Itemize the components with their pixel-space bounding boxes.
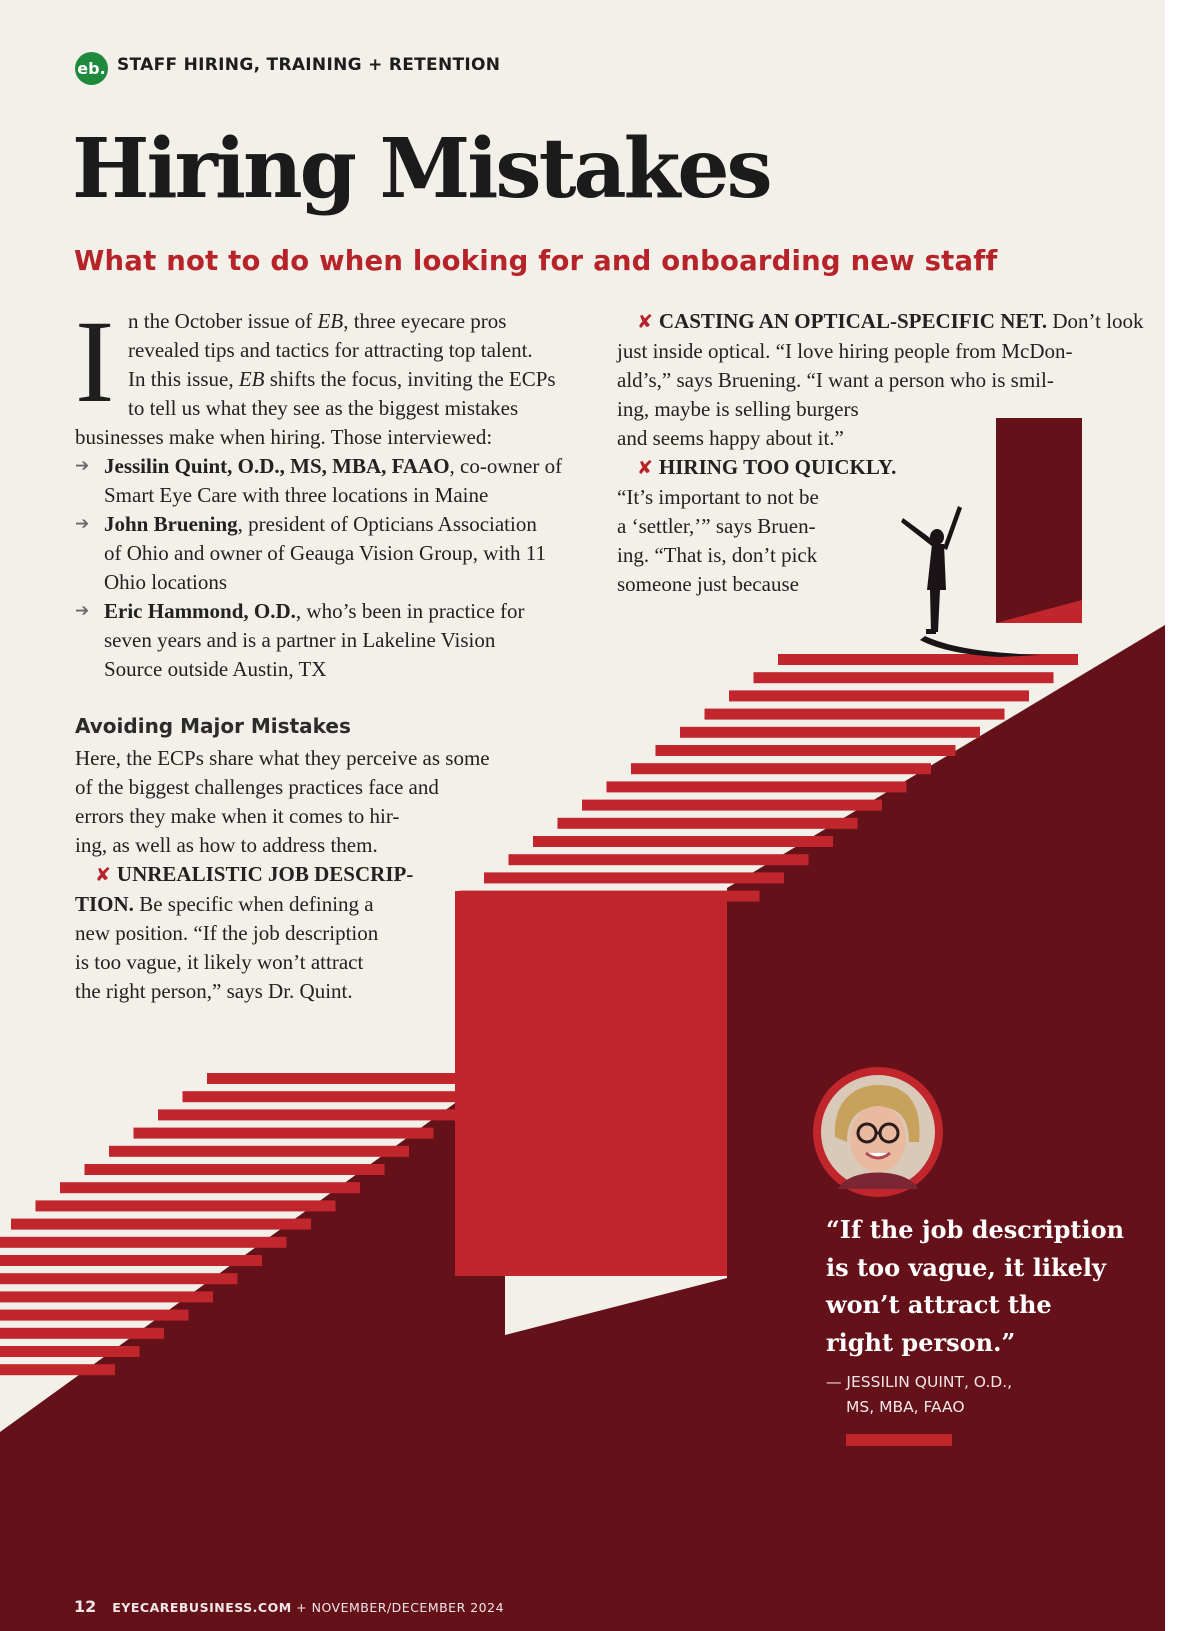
arrow-right-icon: ➔	[75, 514, 90, 534]
intro-line: n the October issue of EB, three eyecare pros	[128, 309, 507, 333]
body-line: of the biggest challenges practices face and	[75, 775, 439, 799]
list-item: ➔ Eric Hammond, O.D., who’s been in practice for seven years and is a partner in Lakeline Vision Source outside Austin, TX	[75, 599, 525, 681]
body-line: the right person,” says Dr. Quint.	[75, 979, 353, 1003]
list-item: ➔ Jessilin Quint, O.D., MS, MBA, FAAO, co-owner of Smart Eye Care with three locations in Maine	[75, 454, 563, 507]
stair-step	[656, 745, 956, 756]
stair-step	[0, 1273, 238, 1284]
stair-step	[0, 1291, 213, 1302]
figure-shadow	[920, 636, 1040, 657]
left-column-mistakes	[75, 744, 535, 1006]
body-line: ing. “That is, don’t pick	[617, 543, 818, 567]
body-line: is too vague, it likely won’t attract	[75, 950, 364, 974]
stair-step	[158, 1109, 458, 1120]
stair-step	[509, 854, 809, 865]
stair-step	[558, 818, 858, 829]
page-footer	[74, 1597, 504, 1616]
stair-step	[0, 1237, 287, 1248]
body-line: “It’s important to not be	[617, 485, 819, 509]
stair-step	[729, 690, 1029, 701]
arrow-right-icon: ➔	[75, 456, 90, 476]
stair-step	[778, 654, 1078, 665]
stair-step	[705, 709, 1005, 720]
stair-step	[36, 1200, 336, 1211]
body-line: ing, as well as how to address them.	[75, 833, 378, 857]
body-line: a ‘settler,’” says Bruen-	[617, 514, 816, 538]
mistake-heading: ✘ UNREALISTIC JOB DESCRIP-	[95, 862, 414, 886]
pull-quote-attribution: — JESSILIN QUINT, O.D., MS, MBA, FAAO	[826, 1373, 1013, 1416]
pull-quote: “If the job description is too vague, it likely won’t attract the right person.”	[826, 1215, 1125, 1357]
body-line: Here, the ECPs share what they perceive as some	[75, 746, 490, 770]
intro-line: businesses make when hiring. Those interviewed:	[75, 425, 493, 449]
author-photo	[813, 1067, 943, 1197]
section-label: STAFF HIRING, TRAINING + RETENTION	[117, 55, 501, 75]
stair-step	[0, 1255, 262, 1266]
body-line: ing, maybe is selling burgers	[617, 397, 859, 421]
stair-step	[582, 800, 882, 811]
stair-step	[183, 1091, 483, 1102]
stair-step	[631, 763, 931, 774]
list-item: ➔ John Bruening, president of Opticians Association of Ohio and owner of Geauga Vision Group, with 11 Ohio locations	[75, 512, 546, 594]
mistake-heading: ✘ CASTING AN OPTICAL-SPECIFIC NET. Don’t look	[637, 309, 1144, 333]
stair-step	[134, 1128, 434, 1139]
footer-date: + NOVEMBER/DECEMBER 2024	[291, 1600, 505, 1615]
article-title: Hiring Mistakes	[72, 121, 770, 217]
page-number: 12	[74, 1597, 97, 1616]
footer-site: EYECAREBUSINESS.COM	[112, 1600, 292, 1615]
body-line: errors they make when it comes to hir-	[75, 804, 400, 828]
connecting-slope	[505, 1278, 727, 1631]
stair-step	[109, 1146, 409, 1157]
drop-cap: I	[75, 296, 115, 427]
intro-line: In this issue, EB shifts the focus, inviting the ECPs	[128, 367, 556, 391]
body-line: and seems happy about it.”	[617, 426, 844, 450]
intro-line: revealed tips and tactics for attracting top talent.	[128, 338, 533, 362]
stair-step	[680, 727, 980, 738]
section-heading: Avoiding Major Mistakes	[75, 714, 351, 738]
body-line: someone just because	[617, 572, 799, 596]
left-column-intro	[75, 296, 585, 684]
stair-step	[85, 1164, 385, 1175]
eb-logo-badge: eb.	[75, 52, 108, 85]
stair-step	[754, 672, 1054, 683]
x-mark-icon: ✘	[637, 457, 653, 479]
mistake-heading: ✘ HIRING TOO QUICKLY.	[637, 455, 897, 479]
article-subtitle: What not to do when looking for and onboarding new staff	[74, 245, 998, 277]
stair-step	[60, 1182, 360, 1193]
stair-step	[0, 1346, 140, 1357]
quote-accent-bar	[846, 1434, 952, 1446]
x-mark-icon: ✘	[95, 864, 111, 886]
interviewee-list	[75, 452, 585, 684]
stair-step	[607, 781, 907, 792]
right-column	[617, 307, 1144, 599]
arrow-right-icon: ➔	[75, 601, 90, 621]
stair-step	[0, 1364, 115, 1375]
body-line: new position. “If the job description	[75, 921, 379, 945]
stair-step	[0, 1310, 189, 1321]
body-line: TION. Be specific when defining a	[75, 892, 374, 916]
body-line: just inside optical. “I love hiring people from McDon-	[617, 339, 1073, 363]
intro-line: to tell us what they see as the biggest mistakes	[128, 396, 519, 420]
stair-step	[11, 1219, 311, 1230]
upper-staircase-mass	[727, 625, 1165, 1631]
x-mark-icon: ✘	[637, 311, 653, 333]
stair-step	[533, 836, 833, 847]
stair-step	[0, 1328, 164, 1339]
body-line: ald’s,” says Bruening. “I want a person who is smil-	[617, 368, 1054, 392]
